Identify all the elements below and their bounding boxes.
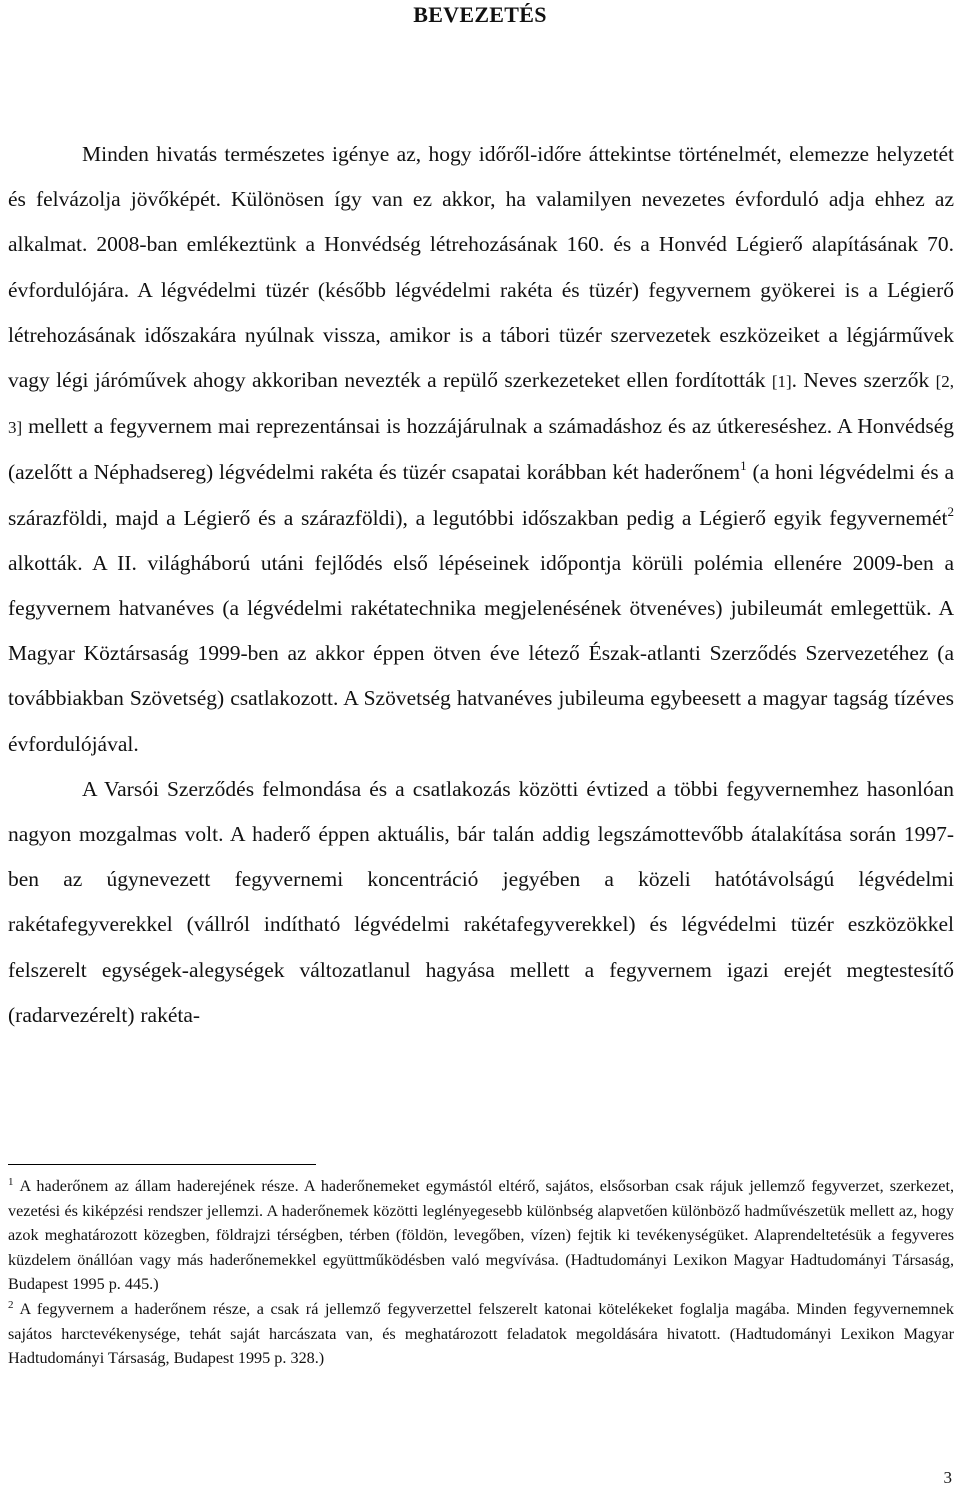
paragraph-1-text-4: (a honi légvédelmi és a szárazföldi, majd a Légierő és a szárazföldi), a legutóbbi időszakban pedig a Légierő egyik fegyvernemét: [8, 460, 954, 530]
body-text: [8, 132, 954, 1038]
footnote-marker-1: 1: [740, 458, 747, 474]
footnote-1: [8, 1174, 954, 1297]
footnote-marker-2: 2: [947, 503, 954, 519]
footnotes: [8, 1174, 954, 1371]
citation-ref-2: [2, 3]: [8, 372, 954, 438]
paragraph-2: A Varsói Szerződés felmondása és a csatlakozás közötti évtized a többi fegyvernemhez hasonlóan nagyon mozgalmas volt. A haderő éppen aktuális, bár talán addig legszámottevőbb átalakítása során 1997-ben az úgynevezett fegyvernemi koncentráció jegyében a közeli hatótávolságú légvédelmi rakétafegyverekkel (vállról indítható légvédelmi rakétafegyverekkel) és légvédelmi tüzér eszközökkel felszerelt egységek-alegységek változatlanul hagyása mellett a fegyvernem igazi erejét megtestesítő (radarvezérelt) rakéta-: [8, 776, 954, 1027]
paragraph-1-text-5: alkották. A II. világháború utáni fejlődés első lépéseinek időpontja körüli polémia ellenére 2009-ben a fegyvernem hatvanéves (a légvédelmi rakétatechnika megjelenésének ötvenéves) jubileumát emlegettük. A Magyar Köztársaság 1999-ben az akkor éppen ötven éve létező Észak-atlanti Szerződés Szervezetéhez (a továbbiakban Szövetség) csatlakozott. A Szövetség hatvanéves jubileuma egybeesett a magyar tagság tízéves évfordulójával.: [8, 550, 954, 756]
footnote-2-text: A fegyvernem a haderőnem része, a csak rá jellemző fegyverzettel felszerelt katonai kötelékeket foglalja magába. Minden fegyvernemnek sajátos harctevékenysége, tehát saját harcászata van, és meghatározott feladatok megoldására hivatott. (Hadtudományi Lexikon Magyar Hadtudományi Társaság, Budapest 1995 p. 328.): [8, 1299, 954, 1368]
footnote-1-text: A haderőnem az állam haderejének része. A haderőnemeket egymástól eltérő, sajátos, elsősorban csak rájuk jellemző fegyverzet, szerkezet, vezetési és kiképzési rendszer jellemzi. A haderőnemek közötti leglényegesebb különbség alapvetően különböző hadművészetük mellett az, hogy azok meghatározott közegben, földrajzi térségben, térben (földön, levegőben, vízen) fejtik ki tevékenységüket. Alaprendeltetésük a fegyveres küzdelem önállóan vagy más haderőnemekkel együttműködésben való megvívása. (Hadtudományi Lexikon Magyar Hadtudományi Társaság, Budapest 1995 p. 445.): [8, 1177, 954, 1294]
citation-ref-1: [1]: [771, 372, 792, 392]
footnote-2: [8, 1297, 954, 1371]
page-number: 3: [943, 1468, 952, 1487]
paragraph-1: [8, 132, 954, 767]
footnote-divider: [8, 1164, 316, 1165]
paragraph-1-text-2: . Neves szerzők: [791, 368, 936, 393]
footnote-1-marker: 1: [8, 1176, 14, 1188]
page-title: BEVEZETÉS: [413, 2, 547, 27]
paragraph-1-text-3: mellett a fegyvernem mai reprezentánsai is hozzájárulnak a számadáshoz és az útkereséshez. A Honvédség (azelőtt a Néphadsereg) légvédelmi rakéta és tüzér csapatai korábban két haderőnem: [8, 414, 954, 485]
footnote-2-marker: 2: [8, 1298, 14, 1311]
paragraph-1-text-1: Minden hivatás természetes igénye az, hogy időről-időre áttekintse történelmét, elemezze helyzetét és felvázolja jövőképét. Különösen így van ez akkor, ha valamilyen nevezetes évforduló adja ehhez az alkalmat. 2008-ban emlékeztünk a Honvédség létrehozásának 160. és a Honvéd Légierő alapításának 70. évfordulójára. A légvédelmi tüzér (később légvédelmi rakéta és tüzér) fegyvernem gyökerei is a Légierő létrehozásának időszakára nyúlnak vissza, amikor is a tábori tüzér szervezetek eszközeiket a légjárművek vagy légi járóművek ahogy akkoriban nevezték a repülő szerkezeteket ellen fordították: [8, 142, 954, 393]
